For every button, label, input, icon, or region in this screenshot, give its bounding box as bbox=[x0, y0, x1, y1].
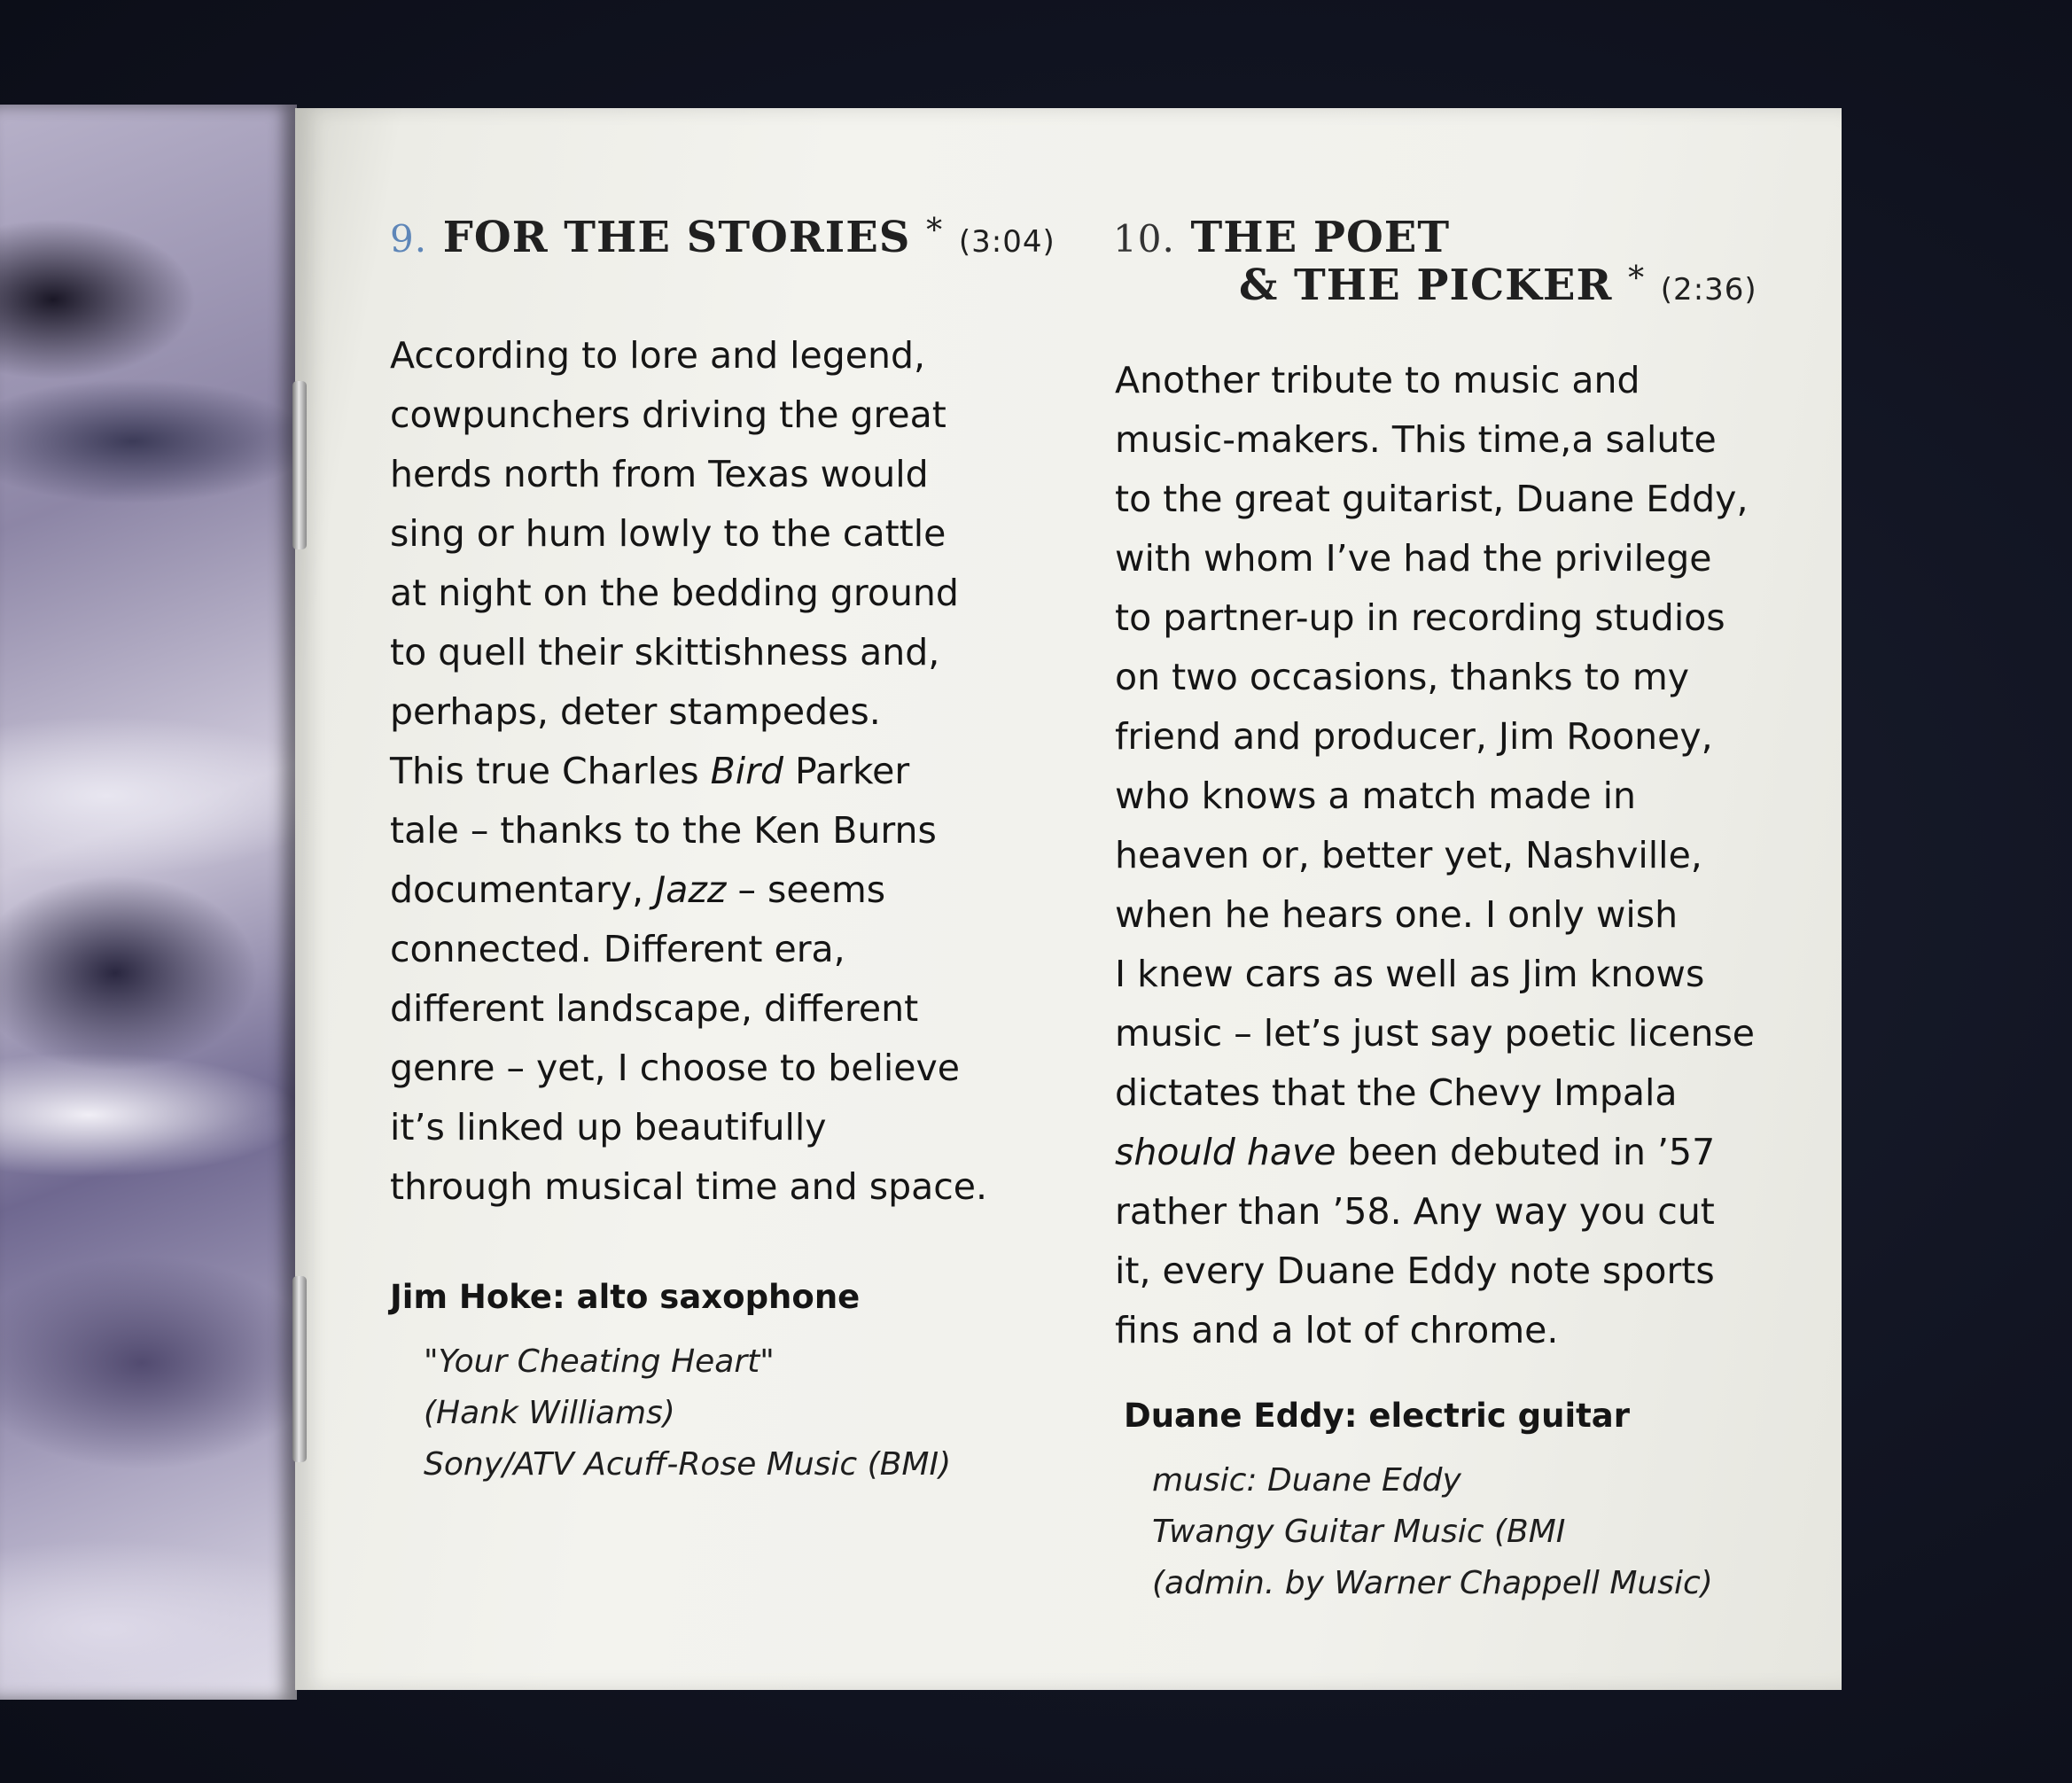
track10-publisher: Twangy Guitar Music (BMI bbox=[1152, 1514, 1566, 1550]
track10-credit: Duane Eddy: electric guitar bbox=[1124, 1397, 1631, 1435]
track9-publisher: Sony/ATV Acuff-Rose Music (BMI) bbox=[424, 1446, 952, 1483]
track10-heading bbox=[1113, 213, 1450, 262]
track10-composer: music: Duane Eddy bbox=[1152, 1462, 1461, 1499]
track9-body-jazz: Jazz bbox=[655, 868, 727, 911]
track10-body bbox=[1115, 351, 1824, 1360]
track10-song-info bbox=[1152, 1455, 1713, 1609]
track9-duration: (3:04) bbox=[958, 224, 1055, 260]
track10-duration: (2:36) bbox=[1660, 272, 1757, 308]
track9-body-part3: – seems connected. Different era, different landscape, different genre – yet, I choose to believe it’s linked up beautifully through musical time and space. bbox=[390, 868, 988, 1208]
track10-body-should-have: should have bbox=[1115, 1131, 1336, 1173]
track9-heading bbox=[390, 213, 1055, 262]
track10-number: 10. bbox=[1113, 217, 1175, 261]
track9-songwriter: (Hank Williams) bbox=[424, 1395, 675, 1431]
track9-star: * bbox=[926, 213, 944, 249]
track9-song-info bbox=[424, 1336, 951, 1491]
track10-title-line2: & THE PICKER bbox=[1239, 261, 1613, 310]
track10-star: * bbox=[1628, 261, 1646, 297]
track9-credit: Jim Hoke: alto saxophone bbox=[390, 1278, 861, 1316]
track9-body bbox=[390, 326, 1063, 1217]
track10-body-part1: Another tribute to music and music-makers. This time,a salute to the great guitarist, Duane Eddy, with whom I’ve had the privilege to partner-up in recording studios on two occasions, thanks to my friend and producer, Jim Rooney, who knows a match made in heaven or, better yet, Nashville, when he hears one. I only wish I knew cars as well as Jim knows music – let’s just say poetic license dictates that the Chevy Impala bbox=[1115, 359, 1756, 1114]
track9-number: 9. bbox=[390, 217, 428, 261]
staple-bottom bbox=[292, 1276, 307, 1462]
track10-title-line1: THE POET bbox=[1190, 213, 1451, 262]
track9-title: FOR THE STORIES bbox=[442, 213, 911, 262]
track9-body-part1: According to lore and legend, cowpunchers driving the great herds north from Texas would sing or hum lowly to the cattle at night on the bedding ground to quell their skittishness and, perhaps, deter stampedes. This true Charles bbox=[390, 334, 959, 792]
track9-song-title: "Your Cheating Heart" bbox=[424, 1343, 775, 1380]
track10-body-part2: been debuted in ’57 rather than ’58. Any way you cut it, every Duane Eddy note sports fins and a lot of chrome. bbox=[1115, 1131, 1716, 1351]
track9-body-part2: Parker tale – thanks to the Ken Burns documentary, bbox=[390, 750, 937, 911]
track9-body-bird: Bird bbox=[710, 750, 783, 792]
track10-admin: (admin. by Warner Chappell Music) bbox=[1152, 1565, 1713, 1601]
left-page-painting bbox=[0, 105, 297, 1700]
track10-heading-line2 bbox=[1239, 261, 1757, 310]
staple-top bbox=[292, 381, 307, 549]
